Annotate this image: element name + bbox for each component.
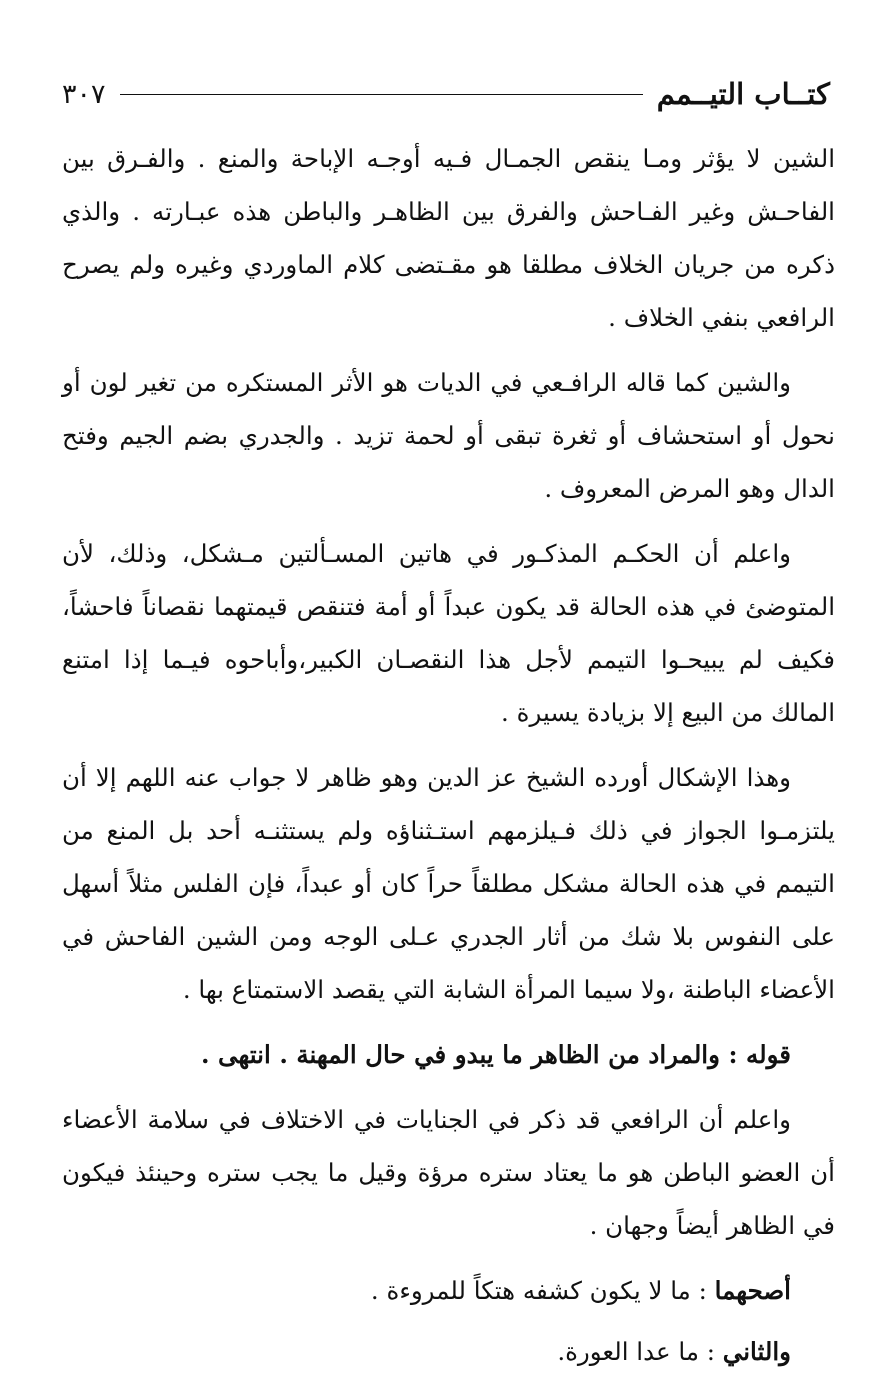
page-number: ٣٠٧ — [62, 78, 106, 110]
opinion-second-lead: والثاني — [722, 1337, 791, 1366]
opinion-second — [62, 1325, 835, 1378]
paragraph-3: واعلم أن الحكـم المذكـور في هاتين المسـألتين مـشكل، وذلك، لأن المتوضئ في هذه الحالة قد يكون عبداً أو أمة فتنقص قيمتهما نقصاناً فاحشاً، فكيف لم يبيحـوا التيمم لأجل هذا النقصـان الكبير،وأباحوه فيـما إذا امتنع المالك من البيع إلا بزيادة يسيرة . — [62, 539, 835, 727]
header-rule — [120, 94, 643, 95]
opinion-first-lead: أصحهما — [714, 1276, 791, 1305]
opinion-second-text: : ما عدا العورة. — [557, 1337, 723, 1366]
paragraph-2: والشين كما قاله الرافـعي في الديات هو الأثر المستكره من تغير لون أو نحول أو استحشاف أو ثغرة تبقى أو لحمة تزيد . والجدري بضم الجيم وفتح الدال وهو المرض المعروف . — [62, 368, 835, 503]
opinion-first — [62, 1264, 835, 1317]
opinion-first-text: : ما لا يكون كشفه هتكاً للمروءة . — [370, 1276, 715, 1305]
paragraph-5: واعلم أن الرافعي قد ذكر في الجنايات في الاختلاف في سلامة الأعضاء أن العضو الباطن هو ما يعتاد ستره مرؤة وقيل ما يجب ستره وحينئذ فيكون في الظاهر أيضاً وجهان . — [62, 1105, 835, 1240]
page-body — [62, 132, 835, 1386]
quoted-statement: قوله : والمراد من الظاهر ما يبدو في حال المهنة . انتهى . — [201, 1040, 791, 1069]
paragraph-4: وهذا الإشكال أورده الشيخ عز الدين وهو ظاهر لا جواب عنه اللهم إلا أن يلتزمـوا الجواز في ذلك فـيلزمهم استـثناؤه ولم يستثنـه أحد بل المنع من التيمم في هذه الحالة مشكل مطلقاً حراً كان أو عبداً، فإن الفلس مثلاً أسهل على النفوس بلا شك من أثار الجدري عـلى الوجه ومن الشين الفاحش في الأعضاء الباطنة ،ولا سيما المرأة الشابة التي يقصد الاستمتاع بها . — [62, 763, 835, 1004]
page-header — [62, 74, 830, 114]
running-title: كتــاب التيــمم — [656, 77, 830, 111]
paragraph-1: الشين لا يؤثر ومـا ينقص الجمـال فـيه أوجـه الإباحة والمنع . والفـرق بين الفاحـش وغير الفـاحش والفرق بين الظاهـر والباطن هذه عبـارته . والذي ذكره من جريان الخلاف مطلقا هو مقـتضى كلام الماوردي وغيره ولم يصرح الرافعي بنفي الخلاف . — [62, 144, 835, 332]
